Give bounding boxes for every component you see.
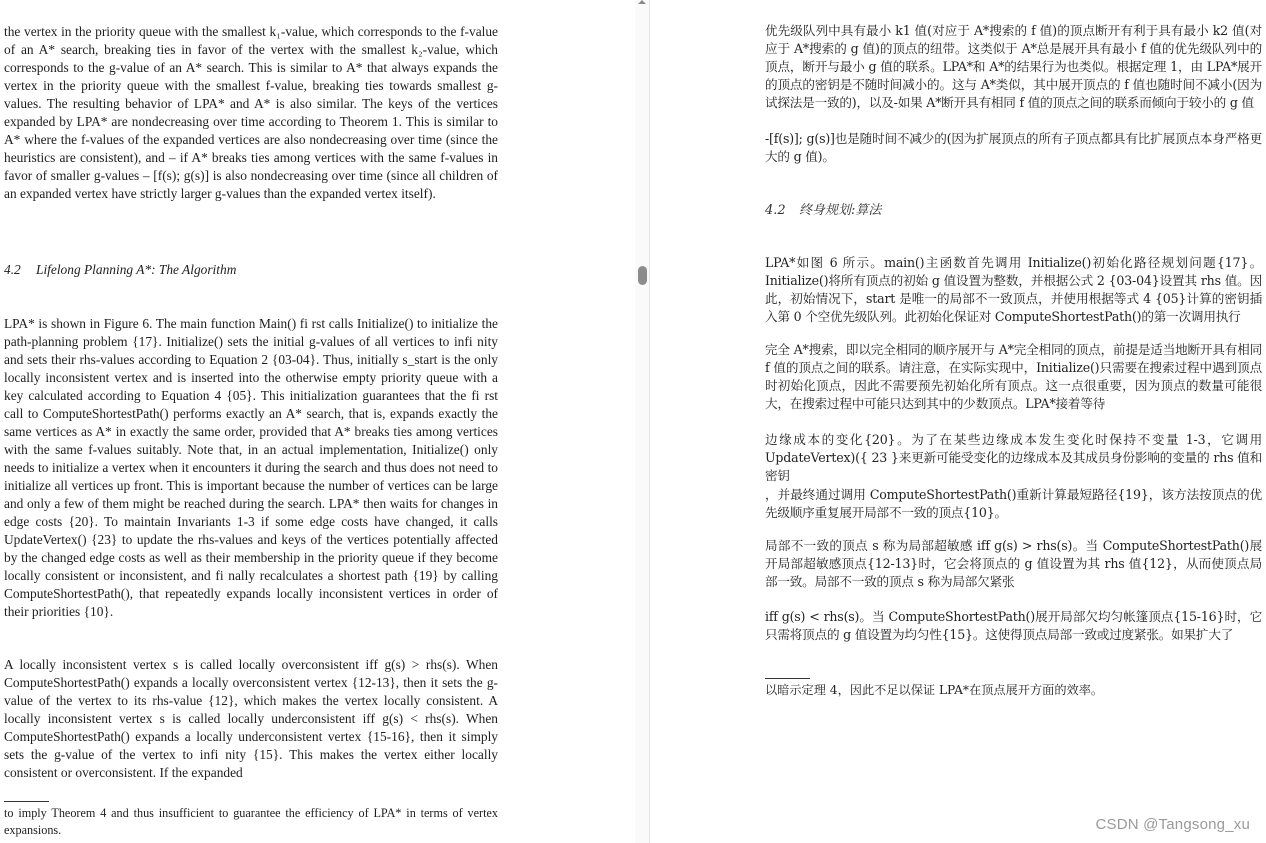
footnote: to imply Theorem 4 and thus insufficient to guarantee the efficiency of LPA* in terms of vertex expansions. <box>4 806 498 837</box>
zh-paragraph-astar-equivalence: 完全 A*搜索，即以完全相同的顺序展开与 A*完全相同的顶点，前提是适当地断开具有相同 f 值的顶点之间的联系。请注意，在实际实现中，Initialize()只需要在搜索过程中遇到顶点时初始化顶点，因此不需要预先初始化所有顶点。这一点很重要，因为顶点的数量可能很大，在搜索过程中可能只达到其中的少数顶点。LPA*接着等待 <box>765 342 1262 411</box>
csdn-watermark: CSDN @Tangsong_xu <box>1095 816 1250 833</box>
scrollbar-thumb[interactable] <box>638 266 647 285</box>
scroll-up-arrow-icon[interactable] <box>638 0 646 4</box>
zh-paragraph-underconsistent: iff g(s) < rhs(s)。当 ComputeShortestPath()展开局部欠均匀帐篷顶点{15-16}时，它只需将顶点的 g 值设置为均匀性{15}。这使得顶点局部一致或过度紧张。如果扩大了 <box>765 609 1262 642</box>
zh-section-title: 终身规划:算法 <box>799 203 882 218</box>
paragraph-algorithm-overview: LPA* is shown in Figure 6. The main function Main() fi rst calls Initialize() to initialize the path-planning problem {17}. Initialize() sets the initial g-values of all vertices to infi nity and sets their rhs-values according to Equation 2 {03-04}. Thus, initially s_start is the only locally inconsistent vertex and is inserted into the otherwise empty priority queue with a key calculated according to Equation 4 {05}. This initialization guarantees that the fi rst call to ComputeShortestPath() performs exactly an A* search, that is, expands exactly the same vertices as A* in exactly the same order, provided that A* breaks ties among vertices with the same f-values suitably. Note that, in an actual implementation, Initialize() only needs to initialize a vertex when it encounters it during the search and thus does not need to initialize all vertices up front. This is important because the number of vertices can be large and only a few of them might be reached during the search. LPA* then waits for changes in edge costs {20}. To maintain Invariants 1-3 if some edge costs have changed, it calls UpdateVertex() {23} to update the rhs-values and keys of the vertices potentially affected by the changed edge costs as well as their membership in the priority queue if they become locally consistent or inconsistent, and fi nally recalculates a shortest path {19} by calling ComputeShortestPath(), that repeatedly expands locally inconsistent vertices in order of their priorities {10}. <box>4 316 498 619</box>
zh-paragraph-edge-cost-changes: 边缘成本的变化{20}。为了在某些边缘成本发生变化时保持不变量 1-3，它调用 UpdateVertex)({ 23 }来更新可能受变化的边缘成本及其成员身份影响的变量的 rhs 值和密钥 <box>765 432 1262 483</box>
zh-section-heading <box>765 199 881 218</box>
paragraph-over-under-consistency: A locally inconsistent vertex s is called locally overconsistent iff g(s) > rhs(s). When ComputeShortestPath() expands a locally overconsistent vertex {12-13}, then it sets the g-value of the vertex to its rhs-value {12}, which makes the vertex locally consistent. A locally inconsistent vertex s is called locally underconsistent iff g(s) < rhs(s). When ComputeShortestPath() expands a locally underconsistent vertex {15-16}, then it simply sets the g-value of the vertex to infi nity {15}. This makes the vertex either locally consistent or overconsistent. If the expanded <box>4 657 498 780</box>
zh-footnote-rule <box>765 678 810 679</box>
chinese-translation-page <box>650 0 1266 843</box>
zh-section-number: 4.2 <box>765 203 786 218</box>
zh-footnote: 以暗示定理 4，因此不足以保证 LPA*在顶点展开方面的效率。 <box>765 683 1104 697</box>
section-heading <box>4 262 236 278</box>
section-title: Lifelong Planning A*: The Algorithm <box>36 262 237 277</box>
paragraph-priority-queue-keys: the vertex in the priority queue with the smallest k₁-value, which corresponds to the f-value of an A* search, breaking ties in favor of the vertex with the smallest k₂-value, which corresponds to the g-value of an A* search. This is similar to A* that always expands the vertex in the priority queue with the smallest f-value, breaking ties towards smallest g-values. The resulting behavior of LPA* and A* is also similar. The keys of the vertices expanded by LPA* are nondecreasing over time according to Theorem 1. This is similar to A* where the f-values of the expanded vertices are also nondecreasing over time (since the heuristics are consistent), and – if A* breaks ties among vertices with the same f-values in favor of smaller g-values – [f(s); g(s)] is also nondecreasing over time (since all children of an expanded vertex have strictly larger g-values than the expanded vertex itself). <box>4 24 498 201</box>
footnote-rule <box>4 801 49 802</box>
zh-paragraph-overconsistent: 局部不一致的顶点 s 称为局部超敏感 iff g(s) > rhs(s)。当 ComputeShortestPath()展开局部超敏感顶点{12-13}时，它会将顶点的 g 值设置为其 rhs 值{12}，从而使顶点局部一致。局部不一致的顶点 s 称为局部欠紧张 <box>765 538 1262 589</box>
zh-paragraph-algorithm-overview: LPA*如图 6 所示。main()主函数首先调用 Initialize()初始化路径规划问题{17}。Initialize()将所有顶点的初始 g 值设置为整数，并根据公式 2 {03-04}设置其 rhs 值。因此，初始情况下，start 是唯一的局部不一致顶点，并使用根据等式 4 {05}计算的密钥插入第 0 个空优先级队列。此初始化保证对 ComputeShortestPath()的第一次调用执行 <box>765 255 1262 324</box>
zh-paragraph-recalculate-path: ，并最终通过调用 ComputeShortestPath()重新计算最短路径{19}，该方法按顶点的优先级顺序重复展开局部不一致的顶点{10}。 <box>765 487 1262 520</box>
section-number: 4.2 <box>4 262 21 277</box>
zh-paragraph-nondecreasing: -[f(s)]; g(s)]也是随时间不减少的(因为扩展顶点的所有子顶点都具有比扩展顶点本身严格更大的 g 值)。 <box>765 131 1262 164</box>
zh-paragraph-priority-queue-keys: 优先级队列中具有最小 k1 值(对应于 A*搜索的 f 值)的顶点断开有利于具有最小 k2 值(对应于 A*搜索的 g 值)的顶点的纽带。这类似于 A*总是展开具有最小 f 值的优先级队列中的顶点，断开与最小 g 值的联系。LPA*和 A*的结果行为也类似。根据定理 1，由 LPA*展开的顶点的密钥是不随时间减小的。这与 A*类似，其中展开顶点的 f 值也随时间不减小(因为试探法是一致的)，以及-如果 A*断开具有相同 f 值的顶点之间的联系而倾向于较小的 g 值 <box>765 23 1262 110</box>
vertical-scrollbar[interactable] <box>635 0 650 843</box>
